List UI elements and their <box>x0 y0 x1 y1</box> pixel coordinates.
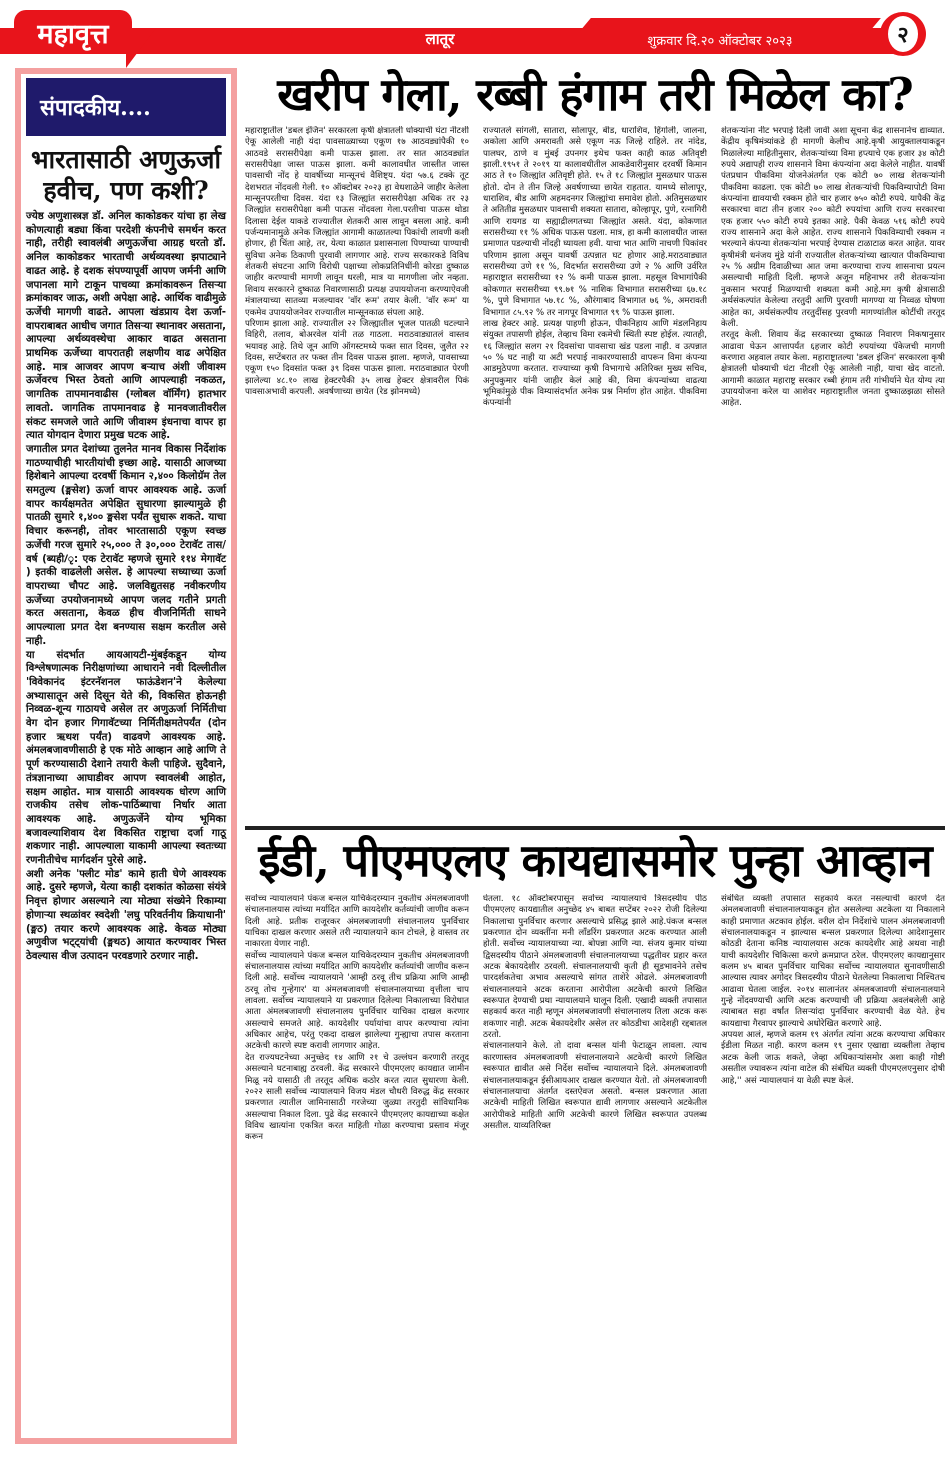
article-column <box>483 894 707 1474</box>
article-column <box>483 126 707 822</box>
editorial-paragraph: अशी अनेक 'फ्लीट मोड' कामे हाती घेणे आवश्यक आहे. दुसरे म्हणजे, येत्या काही दशकांत कोळसा संयंत्रे निवृत्त होणार असल्याने त्या मोठ्या संख्येने रिकाम्या होणाऱ्या स्थळांवर स्वदेशी 'लघु परिवर्तनीय क्रियाधानी' (ङ्मठ) तयार करणे आवश्यक आहे. केवळ मोठ्या अणुवीज भट्ट्यांची (ङ्मथठ) आयात करण्यावर भिस्त ठेवल्यास वीज उत्पादन परवडणारे ठरणार नाही. <box>26 868 226 962</box>
newspaper-logo: महावृत्त <box>14 10 132 54</box>
editorial-title <box>26 144 226 206</box>
masthead <box>0 0 945 62</box>
article-paragraph: देत राज्यघटनेच्या अनुच्छेद १४ आणि २१ चे उल्लंघन करणारी तरतूद असल्याने घटनाबाह्य ठरवली. केंद्र सरकारने पीएमएलए कायद्यात जामीन मिळू नये यासाठी ती तरतूद अधिक कठोर करत त्यात सुधारणा केली. २०२२ साली सर्वोच्च न्यायालयाने विजय मंडल चौधरी विरुद्ध केंद्र सरकार प्रकरणात त्यातील जामिनासाठी गरजेच्या जुळ्या तरतुदी सांविधानिक असल्याचा निकाल दिला. पुढे केंद्र सरकारने पीएमएलए कायद्याच्या कक्षेत विविध खात्यांना एकत्रित करत माहिती गोळा करण्याचा प्रस्ताव मंजूर करून <box>245 1052 469 1143</box>
article-paragraph: लाख हेक्टर आहे. प्रत्यक्ष पाहणी होऊन, पीकनिहाय आणि मंडलनिहाय संयुक्त तपासणी होईल, तेव्हाच विमा रकमेची स्थिती स्पष्ट होईल. त्यातही, १६ जिल्ह्यांत सलग २१ दिवसांचा पावसाचा खंड पडला नाही. व उत्पन्नात ५० % घट नाही या अटी भरपाई नाकारण्यासाठी वापरून विमा कंपन्या आडमुठेपणा करतात. राज्याच्या कृषी विभागाचे अतिरिक्त मुख्य सचिव, अनुपकुमार यांनी जाहीर केलं आहे की, विमा कंपन्यांच्या वाढत्या भूमिकांमुळे पीक विम्यासंदर्भात अनेक प्रश्न निर्माण होत आहेत. पीकविमा कंपन्यांनी <box>483 318 707 409</box>
page-number-badge <box>880 12 926 56</box>
article-paragraph: सर्वोच्च न्यायालयाने पंकज बन्सल याचिकेदरम्यान नुकतीच अंमलबजावणी संचालनालयास त्यांच्या मर्यादित आणि कायदेशीर कर्तव्यांची जाणीव करून दिली आहे. सर्वोच्च न्यायालयाने 'आम्ही ठरवू तीच प्रक्रिया आणि आम्ही ठरवू तोच गुन्हेगार' या अंमलबजावणी संचालनालयाच्या वृत्तीला चाप लावला. सर्वोच्च न्यायालयाने या प्रकरणात दिलेल्या निकालाच्या विरोधात आता अंमलबजावणी संचालनालय पुनर्विचार याचिका दाखल करणार असल्याचे समजते आहे. कायदेशीर पर्यायांचा वापर करण्याचा त्यांना अधिकार आहेच, परंतु एकदा दाखल झालेल्या गुन्ह्याचा तपास करताना अटकेची कारणे स्पष्ट करावी लागणार आहेत. <box>245 950 469 1052</box>
article-paragraph: संचालनालयाने केले. तो दावा बन्सल यांनी फेटाळून लावला. त्याच कारणास्तव अंमलबजावणी संचालनालयाने अटकेची कारणे लिखित स्वरूपात द्यावीत असे निर्देश सर्वोच्च न्यायालयाने दिले. अंमलबजावणी संचालनालयाकडून ईसीआयआर दाखल करण्यात येतो. तो अंमलबजावणी संचालनालयाचा अंतर्गत दस्तऐवज असतो. बन्सल प्रकरणात आता अटकेची माहिती लिखित स्वरूपात द्यावी लागणार असल्याने अटकेतील आरोपीकडे माहिती आणि अटकेची कारणे लिखित स्वरूपात उपलब्ध असतील. याव्यतिरिक्त <box>483 1041 707 1131</box>
article-column <box>721 126 945 822</box>
article-paragraph: तरतूद केली. शिवाय केंद्र सरकारच्या दुष्काळ निवारण निकषानुसार आढावा घेऊन आत्तापर्यंत ६हजार कोटी रुपयांच्या पॅकेजची मागणी करणारा अहवाल तयार केला. महाराष्ट्रातल्या 'डबल इंजिन' सरकारला कृषी क्षेत्रातली धोक्याची घंटा नीटशी ऐकू आलेली नाही, याचा खेद वाटतो. आगामी काळात महाराष्ट्र सरकार रब्बी हंगाम तरी गांभीर्याने घेत योग्य त्या उपाययोजना करेल या आशेवर महाराष्ट्रातील जनता दुष्काळझळा सोसते आहेत. <box>721 330 945 409</box>
article-paragraph: परिणाम झाला आहे. राज्यातील २२ जिल्ह्यातील भूजल पातळी घटल्याने विहिरी, तलाव, बोअरवेल यांनी तळ गाठला. मराठवाड्यातलं वास्तव भयावह आहे. तिथे जून आणि ऑगस्टमध्ये फक्त सात दिवस, जुलैत २२ दिवस, सप्टेंबरात तर फक्त तीन दिवस पाऊस झाला. म्हणजे, पावसाच्या एकूण १५० दिवसांत फक्त ३९ दिवस पाऊस झाला. मराठवाड्यात पेरणी झालेल्या ४८.१० लाख हेक्टरपैकी ३५ लाख हेक्टर क्षेत्रावरील पिकं पावसाअभावी करपली. अवर्षणाच्या छायेत (रेड झोनमध्ये) <box>245 318 469 397</box>
article-paragraph: संबंधित व्यक्ती तपासात सहकार्य करत नसल्याची कारणे देत अंमलबजावणी संचालनालयाकडून होत असलेल्या अटकेला या निकालाने काही प्रमाणात अटकाव होईल. वरील दोन निर्देशांचे पालन अंमलबजावणी संचालनालयाकडून न झाल्यास बन्सल प्रकरणात दिलेल्या आदेशानुसार कोठडी देताना कनिष्ठ न्यायालयास अटक कायदेशीर आहे अथवा नाही याची कायदेशीर चिकित्सा करणे क्रमप्राप्त ठरेल. पीएमएलए कायद्यानुसार कलम ४५ बाबत पुनर्विचार याचिका सर्वोच्च न्यायालयात सुनावणीसाठी आल्यास त्यावर अगोदर त्रिसदस्यीय पीठाने घेतलेल्या निकालाचा निश्चितच आढावा घेतला जाईल. २०१४ सालानंतर अंमलबजावणी संचालनालयाने गुन्हे नोंदवण्याची आणि अटक करण्याची जी प्रक्रिया अवलंबलेली आहे त्याबाबत सहा वर्षांत तिसऱ्यांदा पुनर्विचार करण्याची वेळ येते. हेच कायद्याचा गैरवापर झाल्याचे अधोरेखित करणारे आहे. <box>721 894 945 1029</box>
editorial-paragraph: या संदर्भात आयआयटी-मुंबईकडून योग्य विश्लेषणात्मक निरीक्षणांच्या आधाराने नवी दिल्लीतील 'विवेकानंद इंटरनॅशनल फाऊंडेशन'ने केलेल्या अभ्यासातून असे दिसून येते की, विकसित होऊनही निव्वळ-शून्य गाठायचे असेल तर अणुऊर्जा निर्मितीचा वेग दोन हजार गिगावॅटच्या निर्मितीक्षमतेपर्यंत (दोन हजार ऋथश पर्यंत) वाढवणे आवश्यक आहे. अंमलबजावणीसाठी हे एक मोठे आव्हान आहे आणि ते पूर्ण करण्यासाठी देशाने तयारी केली पाहिजे. सुदैवाने, तंत्रज्ञानाच्या आघाडीवर आपण स्वावलंबी आहोत, सक्षम आहोत. मात्र यासाठी आवश्यक धोरण आणि राजकीय तसेच लोक-पाठिंब्याचा निर्धार आता आवश्यक आहे. अणुऊर्जेने योग्य भूमिका बजावल्याशिवाय देश विकसित राष्ट्राचा दर्जा गाठू शकणार नाही. आपल्याला याकामी आपल्या स्वतःच्या रणनीतीचेच मार्गदर्शन पुरेसे आहे. <box>26 649 226 867</box>
article-column <box>721 894 945 1474</box>
section-divider <box>245 826 945 830</box>
editorial-body <box>26 210 226 964</box>
article-ed-pmla <box>245 834 945 1474</box>
editorial-title-line1: भारतासाठी अणुऊर्जा <box>31 145 221 174</box>
issue-date: शुक्रवार दि.२० ऑक्टोबर २०२३ <box>647 34 793 49</box>
article-headline: ईडी, पीएमएलए कायद्यासमोर पुन्हा आव्हान <box>258 834 932 887</box>
page-number: २ <box>888 16 918 52</box>
edition-city: लातूर <box>425 30 455 48</box>
editorial-label: संपादकीय.... <box>26 78 226 136</box>
article-paragraph: घेतला. १८ ऑक्टोबरपासून सर्वोच्च न्यायालयाचे त्रिसदस्यीय पीठ पीएमएलए कायद्यातील अनुच्छेद ४५ बाबत सप्टेंबर २०२२ रोजी दिलेल्या निकालाचा पुनर्विचार करणार असल्याचे प्रसिद्ध झाले आहे.पंकज बन्सल प्रकरणात दोन व्यक्तींना मनी लॉंडरिंग प्रकरणात अटक करण्यात आली होती. सर्वोच्च न्यायालयाच्या न्या. बोपन्ना आणि न्या. संजय कुमार यांच्या द्विसदस्यीय पीठाने अंमलबजावणी संचालनालयाच्या पद्धतीवर प्रहार करत अटक बेकायदेशीर ठरवली. संचालनालयाची कृती ही सूडभावनेने तसेच पारदर्शकतेचा अभाव असल्याचे सांगत ताशेरे ओढले. अंमलबजावणी संचालनालयाने अटक करताना आरोपीला अटकेची कारणे लिखित स्वरूपात देण्याची प्रथा न्यायालयाने घालून दिली. एखादी व्यक्ती तपासात सहकार्य करत नाही म्हणून अंमलबजावणी संचालनालय तिला अटक करू शकणार नाही. अटक बेकायदेशीर असेल तर कोठडीचा आदेशही रद्दबातल ठरतो. <box>483 894 707 1041</box>
article-paragraph: महाराष्ट्रातील 'डबल इंजिन' सरकारला कृषी क्षेत्रातली धोक्याची घंटा नीटशी ऐकू आलेली नाही यंदा पावसाळ्याच्या एकूण १७ आठवड्यांपैकी १० आठवडे सरासरीपेक्षा कमी पाऊस झाला. तर सात आठवड्यांत सरासरीपेक्षा जास्त पाऊस झाला. कमी कालावधीत जास्तीत जास्त पावसाची नोंद हे यावर्षीच्या मान्सूनचं वैशिष्ट्य. यंदा ५७.६ टक्के तूट देशभरात नोंदवली गेली. १० ऑक्टोबर २०२३ हा वेधशाळेने जाहीर केलेला मान्सूनपरतीचा दिवस. यंदा १३ जिल्ह्यांत सरासरीपेक्षा अधिक तर २३ जिल्ह्यांत सरासरीपेक्षा कमी पाऊस नोंदवला गेला.परतीचा पाऊस थोडा दिलासा देईल याकडे राज्यातील शेतकरी आस लावून बसला आहे. कमी पर्जन्यमानामुळे अनेक जिल्ह्यांत आगामी काळातल्या पिकांची लावणी कशी होणार, ही चिंता आहे, तर, येत्या काळात प्रशासनाला पिण्याच्या पाण्याची सुविधा अनेक ठिकाणी पुरवावी लागणार आहे. राज्य सरकारकडे विविध शेतकरी संघटना आणि विरोधी पक्षाच्या लोकप्रतिनिधींनी कोरडा दुष्काळ जाहीर करण्याची मागणी लावून धरली, मात्र या मागणीला जोर नव्हता. शिवाय सरकारने दुष्काळ निवारणासाठी प्रत्यक्ष उपाययोजना करण्याऐवजी मंत्रालयाच्या सातव्या मजल्यावर 'वॉर रूम' तयार केली. 'वॉर रूम' या एकमेव उपाययोजनेवर राज्यातील मान्सूनकाळ संपला आहे. <box>245 126 469 318</box>
editorial-paragraph: जगातील प्रगत देशांच्या तुलनेत मानव विकास निर्देशांक गाठण्याचीही भारतीयांची इच्छा आहे. यासाठी आजच्या हिशेबाने आपल्या दरवर्षी किमान २,४०० किलोग्रॅम तेल समतुल्य (ङ्मसेश) ऊर्जा वापर आवश्यक आहे. ऊर्जा वापर कार्यक्षमतेत अपेक्षित सुधारणा झाल्यामुळे ही पातळी सुमारे १,४०० ङ्मसेश पर्यंत सुधारू शकते. याचा विचार करूनही, तोवर भारतासाठी एकूण स्वच्छ ऊर्जेची गरज सुमारे २५,००० ते ३०,००० टेरावॅट तास/वर्ष (ब्यही/ृ: एक टेरावॅट म्हणजे सुमारे ११४ मेगावॅट ) इतकी वाढलेली असेल. हे आपल्या सध्याच्या ऊर्जा वापराच्या चौपट आहे. जलविद्युतसह नवीकरणीय ऊर्जेच्या उपयोजनामध्ये आपण जलद गतीने प्रगती करत असताना, केवळ हीच वीजनिर्मिती साधने आपल्याला प्रगत देश बनण्यास सक्षम करतील असे नाही. <box>26 443 226 647</box>
masthead-accent-stripe <box>579 18 881 32</box>
article-paragraph: सर्वोच्च न्यायालयाने पंकज बन्सल याचिकेदरम्यान नुकतीच अंमलबजावणी संचालनालयास त्यांच्या मर्यादित आणि कायदेशीर कर्तव्यांची जाणीव करून दिली आहे. प्रतीक राजूरकर अंमलबजावणी संचालनालय पुनर्विचार याचिका दाखल करणार असले तरी न्यायालयाने कान टोचले, हे वास्तव तर नाकारता येणार नाही. <box>245 894 469 950</box>
article-kharif <box>245 68 945 828</box>
article-headline: खरीप गेला, रब्बी हंगाम तरी मिळेल का? <box>277 68 913 121</box>
article-paragraph: अपयश आलं, म्हणजे कलम १९ अंतर्गत त्यांना अटक करण्याचा अधिकार ईडीला मिळत नाही. कारण कलम १९ नुसार एखाद्या व्यक्तीला तेव्हाच अटक केली जाऊ शकते, जेव्हा अधिकाऱ्यांसमोर अशा काही गोष्टी असतील ज्यावरून त्यांना वाटेल की संबंधित व्यक्ती पीएमएलएनुसार दोषी आहे,'' असं न्यायालयानं या वेळी स्पष्ट केलं. <box>721 1030 945 1086</box>
editorial-paragraph: ज्येष्ठ अणुशास्त्रज्ञ डॉ. अनिल काकोडकर यांचा हा लेख कोणत्याही बड्या किंवा परदेशी कंपनीचे समर्थन करत नाही, तरीही स्वावलंबी अणुऊर्जेचा आग्रह धरतो डॉ. अनिल काकोडकर भारताची अर्थव्यवस्था झपाट्याने वाढत आहे. हे दशक संपण्यापूर्वी आपण जर्मनी आणि जपानला मागे टाकून पाचव्या क्रमांकावरून तिसऱ्या क्रमांकावर जाऊ, अशी अपेक्षा आहे. आर्थिक वाढीमुळे ऊर्जेची मागणी वाढते. आपला खंडप्राय देश ऊर्जा-वापराबाबत आधीच जगात तिसऱ्या स्थानावर असताना, आपल्या अर्थव्यवस्थेचा आकार वाढत असताना प्राथमिक ऊर्जेच्या वापरातही लक्षणीय वाढ अपेक्षित आहे. मात्र आजवर आपण बऱ्याच अंशी जीवाश्म ऊर्जेवरच भिस्त ठेवतो आणि आपल्याही नकळत, जागतिक तापमानवाढीस (ग्लोबल वॉर्मिंग) हातभार लावतो. जागतिक तापमानवाढ हे मानवजातीवरील संकट समजले जाते आणि जीवाश्म इंधनाचा वापर हा त्यात योगदान देणारा प्रमुख घटक आहे. <box>26 211 226 442</box>
article-paragraph: राज्यातले सांगली, सातारा, सोलापूर, बीड, धाराशिव, हिंगोली, जालना, अकोला आणि अमरावती असे एकूण नऊ जिल्हे राहिले. तर नांदेड, पालघर, ठाणे व मुंबई उपनगर इथेच फक्त काही काळ अतिवृष्टी झाली.१९५१ ते २०१९ या कालावधीतील आकडेवारीनुसार दरवर्षी किमान आठ ते १० जिल्ह्यांत अतिवृष्टी होते. १५ ते १८ जिल्ह्यांत मुसळधार पाऊस होतो. दोन ते तीन जिल्हे अवर्षणाच्या छायेत राहतात. यामध्ये सोलापूर, धाराशिव, बीड आणि अहमदनगर जिल्ह्यांचा समावेश होतो. अतिमुसळधार ते अतितीव्र मुसळधार पावसाची शक्यता सातारा, कोल्हापूर, पुणे, रत्नागिरी आणि रायगड या सह्याद्रीलगतच्या जिल्ह्यांत असते. यंदा, कोकणात सरासरीच्या ११ % अधिक पाऊस पडला. मात्र, हा कमी कालावधीत जास्त प्रमाणात पडल्याची नोंदही घ्यायला हवी. याचा भात आणि नाचणी पिकांवर परिणाम झाला असून यावर्षी उत्पन्नात घट होणार आहे.मराठवाड्यात सरासरीच्या उणे ११ %, विदर्भात सरासरीच्या उणे २ % आणि उर्वरित महाराष्ट्रात सरासरीच्या १२ % कमी पाऊस झाला. महसूल विभागांपैकी कोकणात सरासरीच्या ९९.७१ % नाशिक विभागात सरासरीच्या ६७.१८ %, पुणे विभागात ५७.१८ %, औरंगाबाद विभागात ७६ %, अमरावती विभागात ८५.९२ % तर नागपूर विभागात ९९ % पाऊस झाला. <box>483 126 707 318</box>
editorial-title-line2: हवीच, पण कशी? <box>43 176 209 205</box>
article-column <box>245 894 469 1474</box>
editorial-box <box>15 68 237 1444</box>
article-paragraph: शेतकऱ्यांना नीट भरपाई दिली जावी अशा सूचना केंद्र शासनानेच द्याव्यात. केंद्रीय कृषिमंत्र्यांकडे ही मागणी केलीच आहे.कृषी आयुक्तालयाकडून मिळालेल्या माहितीनुसार, शेतकऱ्यांच्या विमा हप्त्याचे एक हजार ३४ कोटी रुपये अद्यापही राज्य शासनाने विमा कंपन्यांना अदा केलेले नाहीत. यावर्षी पंतप्रधान पीकविमा योजनेअंतर्गत एक कोटी ७० लाख शेतकऱ्यांनी पीकविमा काढला. एक कोटी ७० लाख शेतकऱ्यांची पिकविम्यापोटी विमा कंपन्यांना द्यावयाची रक्कम होते चार हजार ७५० कोटी रुपये. यापैकी केंद्र सरकारचा वाटा तीन हजार २०० कोटी रुपयांचा आणि राज्य सरकारचा एक हजार ५५० कोटी रुपये इतका आहे. पैकी केवळ ५१६ कोटी रुपये राज्य शासनाने अदा केले आहेत. राज्य शासनाने पिकविम्याची रक्कम न भरल्याने कंपन्या शेतकऱ्यांना भरपाई देण्यास टाळाटाळ करत आहेत. यावर कृषीमंत्री धनंजय मुंडे यांनी राज्यातील शेतकऱ्यांच्या खात्यात पीकविम्याचा २५ % अग्रीम दिवाळीच्या आत जमा करण्याचा राज्य शासनाचा प्रयत्न असल्याची माहिती दिली. म्हणजे अजून महिनाभर तरी शेतकऱ्यांना नुकसान भरपाई मिळण्याची शक्यता कमी आहे.मग कृषी क्षेत्रासाठी अर्थसंकल्पांत केलेल्या तरतुदी आणि पुरवणी मागण्या या निव्वळ घोषणा आहेत का, अर्थसंकल्पीय तरतुदींसह पुरवणी मागण्यांतील कोटींची तरतूद केली. <box>721 126 945 329</box>
article-column <box>245 126 469 822</box>
